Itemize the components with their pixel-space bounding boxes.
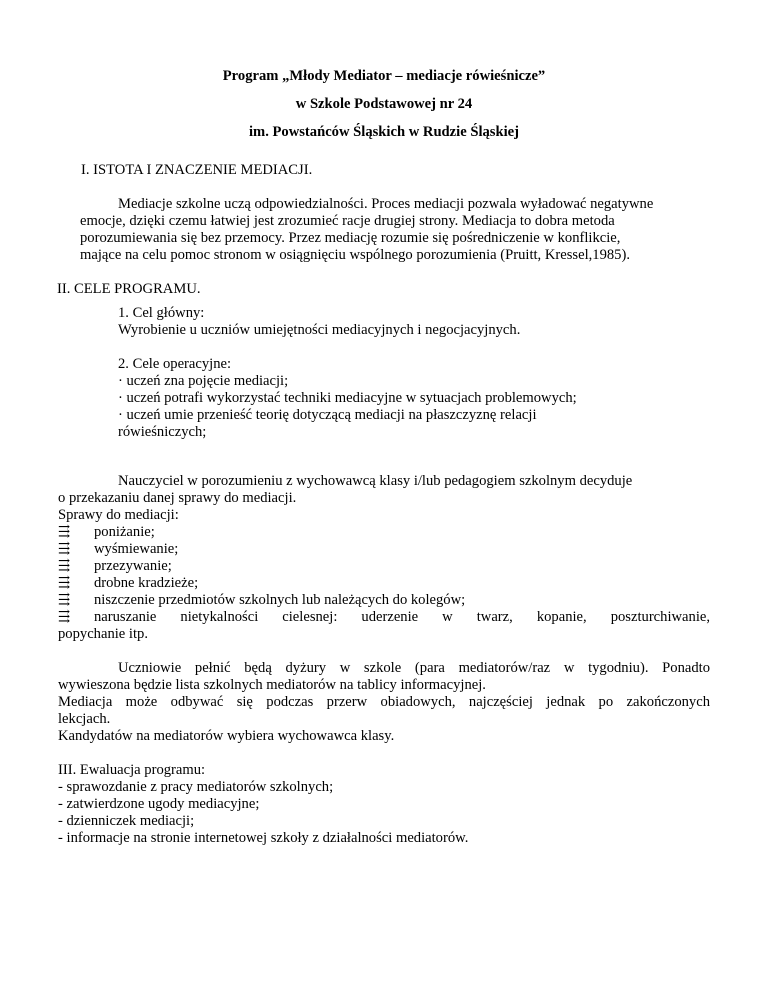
section-1-paragraph-line: porozumiewania się bez przemocy. Przez mediację rozumie się pośredniczenie w konflikcie, [80,230,621,246]
school-name: w Szkole Podstawowej nr 24 [295,96,473,112]
evaluation-item: - sprawozdanie z pracy mediatorów szkolnych; [58,779,334,795]
curved-arrow-icon: ⇶ [58,609,71,625]
main-goal-label: 1. Cel główny: [118,305,205,321]
teacher-paragraph-line: o przekazaniu danej sprawy do mediacji. [58,490,297,506]
evaluation-item: - informacje na stronie internetowej szkoły z działalności mediatorów. [58,830,469,846]
main-goal-text: Wyrobienie u uczniów umiejętności mediacyjnych i negocjacyjnych. [118,322,521,338]
duty-paragraph-line: lekcjach. [58,711,111,727]
duty-paragraph-line: Uczniowie pełnić będą dyżury w szkole (para mediatorów/raz w tygodniu). Ponadto [118,660,710,676]
case-item: ⇶ przezywanie; [58,558,172,574]
school-patron: im. Powstańców Śląskich w Rudzie Śląskiej [248,124,519,140]
case-item: ⇶ poniżanie; [58,524,155,540]
curved-arrow-icon: ⇶ [58,524,71,540]
case-item: ⇶ naruszanie nietykalności cielesnej: uderzenie w twarz, kopanie, poszturchiwanie, [58,609,710,625]
duty-paragraph-line: Kandydatów na mediatorów wybiera wychowawca klasy. [58,728,395,744]
duty-paragraph-line: Mediacja może odbywać się podczas przerw obiadowych, najczęściej jednak po zakończonych [58,694,710,710]
section-3-heading: III. Ewaluacja programu: [58,762,206,778]
teacher-paragraph-line: Nauczyciel w porozumieniu z wychowawcą klasy i/lub pedagogiem szkolnym decyduje [118,473,633,489]
curved-arrow-icon: ⇶ [58,592,71,608]
section-1-paragraph-line: mające na celu pomoc stronom w osiągnięciu wspólnego porozumienia (Pruitt, Kressel,1985). [80,247,630,263]
case-item: ⇶ drobne kradzieże; [58,575,199,591]
case-item: ⇶ niszczenie przedmiotów szkolnych lub należących do kolegów; [58,592,466,608]
evaluation-item: - zatwierdzone ugody mediacyjne; [58,796,260,812]
operational-goal-item: · uczeń zna pojęcie mediacji; [118,373,289,389]
curved-arrow-icon: ⇶ [58,558,71,574]
curved-arrow-icon: ⇶ [58,541,71,557]
case-item: ⇶ wyśmiewanie; [58,541,179,557]
section-1-paragraph-line: emocje, dzięki czemu łatwiej jest zrozumieć racje drugiej strony. Mediacja to dobra metoda [80,213,615,229]
section-1-paragraph-line: Mediacje szkolne uczą odpowiedzialności. Proces mediacji pozwala wyładować negatywne [118,196,654,212]
section-2-heading: II. CELE PROGRAMU. [57,281,201,297]
evaluation-item: - dzienniczek mediacji; [58,813,195,829]
case-item-continuation: popychanie itp. [58,626,148,642]
document-title: Program „Młody Mediator – mediacje rówieśnicze” [222,68,546,84]
operational-goal-item: · uczeń potrafi wykorzystać techniki mediacyjne w sytuacjach problemowych; [118,390,577,406]
operational-goal-item: rówieśniczych; [118,424,207,440]
curved-arrow-icon: ⇶ [58,575,71,591]
operational-goals-label: 2. Cele operacyjne: [118,356,232,372]
section-1-heading: I. ISTOTA I ZNACZENIE MEDIACJI. [81,162,313,178]
duty-paragraph-line: wywieszona będzie lista szkolnych mediatorów na tablicy informacyjnej. [58,677,486,693]
cases-label: Sprawy do mediacji: [58,507,179,523]
operational-goal-item: · uczeń umie przenieść teorię dotyczącą mediacji na płaszczyznę relacji [118,407,537,423]
